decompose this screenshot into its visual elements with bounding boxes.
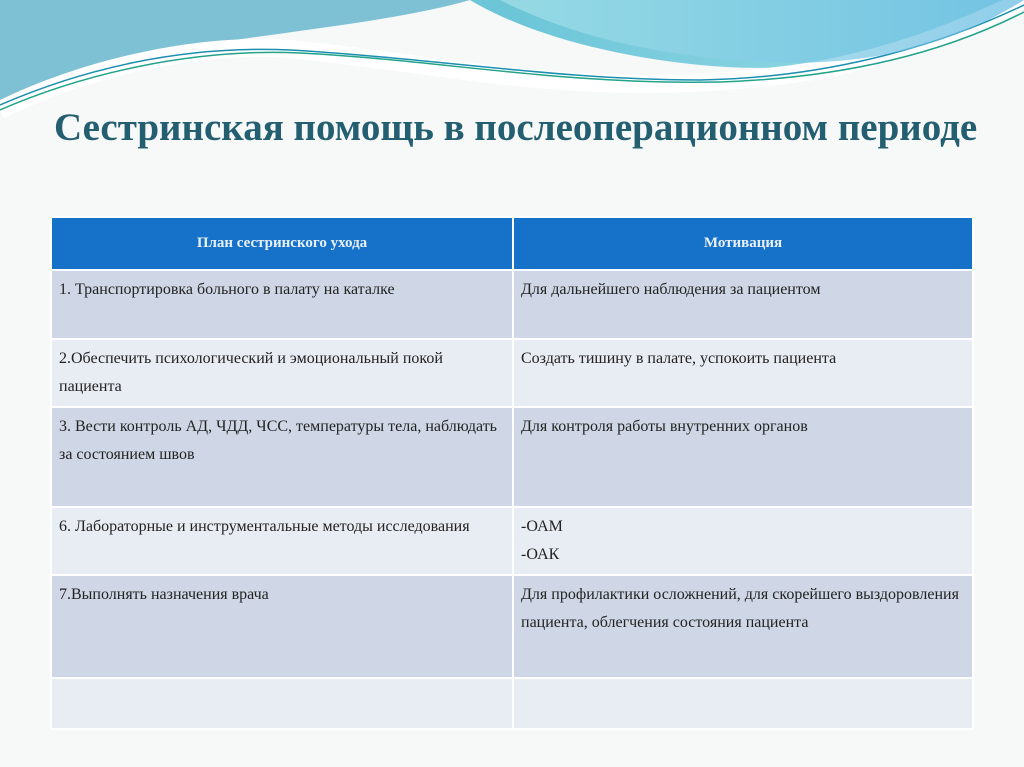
motivation-cell: Для контроля работы внутренних органов bbox=[513, 407, 973, 507]
column-header-plan: План сестринского ухода bbox=[51, 217, 513, 270]
table-row bbox=[51, 507, 973, 575]
plan-cell bbox=[51, 678, 513, 729]
slide-title: Сестринская помощь в послеоперационном периоде bbox=[54, 106, 978, 149]
plan-cell: 1. Транспортировка больного в палату на каталке bbox=[51, 270, 513, 339]
motivation-cell: Для профилактики осложнений, для скорейшего выздоровления пациента, облегчения состояния пациента bbox=[513, 575, 973, 678]
motivation-cell bbox=[513, 507, 973, 575]
table-row bbox=[51, 339, 973, 407]
nursing-care-table bbox=[50, 216, 974, 730]
motivation-line: -ОАК bbox=[521, 546, 560, 563]
plan-cell: 6. Лабораторные и инструментальные методы исследования bbox=[51, 507, 513, 575]
table-row-empty bbox=[51, 678, 973, 729]
plan-cell: 2.Обеспечить психологический и эмоциональный покой пациента bbox=[51, 339, 513, 407]
table-row bbox=[51, 270, 973, 339]
motivation-line: -ОАМ bbox=[521, 518, 563, 535]
plan-cell: 7.Выполнять назначения врача bbox=[51, 575, 513, 678]
motivation-cell: Создать тишину в палате, успокоить пациента bbox=[513, 339, 973, 407]
motivation-cell: Для дальнейшего наблюдения за пациентом bbox=[513, 270, 973, 339]
table-header-row bbox=[51, 217, 973, 270]
table-row bbox=[51, 407, 973, 507]
plan-cell: 3. Вести контроль АД, ЧДД, ЧСС, температуры тела, наблюдать за состоянием швов bbox=[51, 407, 513, 507]
column-header-motivation: Мотивация bbox=[513, 217, 973, 270]
table-row bbox=[51, 575, 973, 678]
motivation-cell bbox=[513, 678, 973, 729]
